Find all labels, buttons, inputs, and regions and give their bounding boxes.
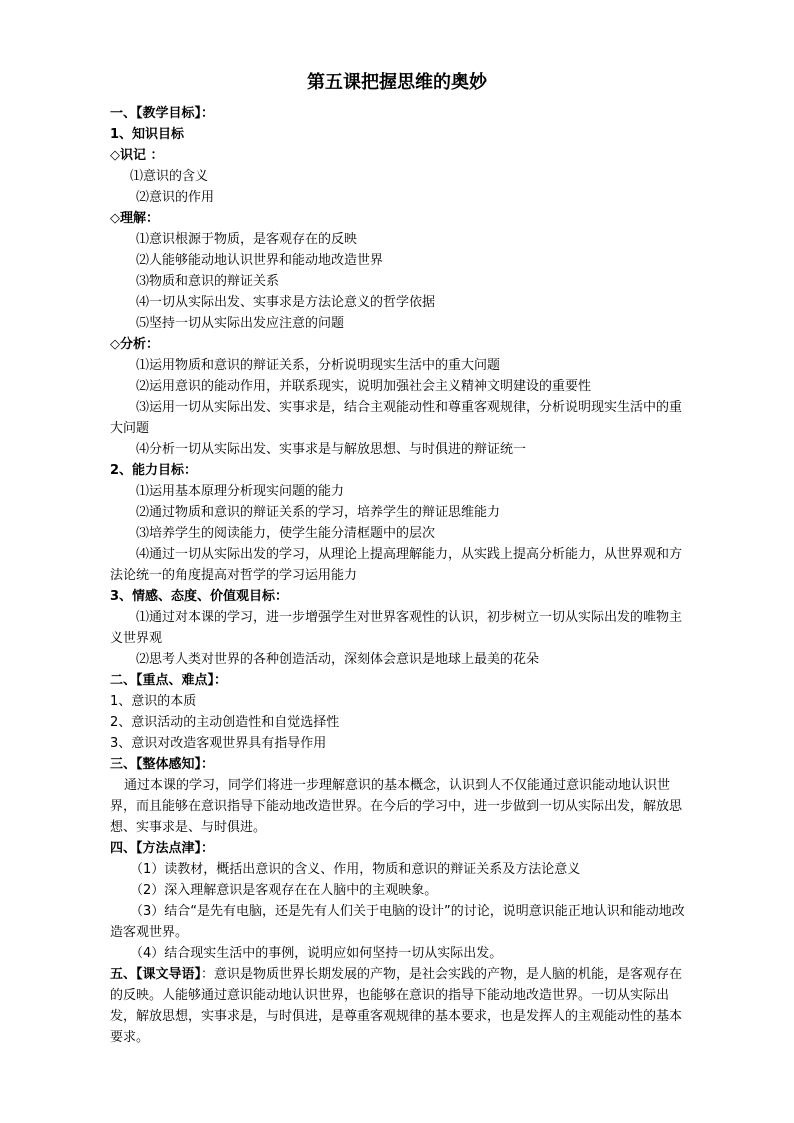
ability-objectives-heading: 2、能力目标：	[110, 463, 198, 478]
section-heading-key-points: 二、【重点、难点】：	[110, 673, 228, 688]
list-item: （3）结合“是先有电脑，还是先有人们关于电脑的设计”的讨论，说明意识能正地认识和能动地改造客观世界。	[110, 904, 685, 940]
list-item: ⑸坚持一切从实际出发应注意的问题	[136, 316, 345, 331]
intro-paragraph	[110, 964, 686, 1048]
list-item: （4）结合现实生活中的事例，说明应如何坚持一切从实际出发。	[130, 946, 503, 961]
list-item: 1、意识的本质	[110, 694, 197, 709]
list-item: ⑴运用基本原理分析现实问题的能力	[136, 484, 345, 499]
list-item: ⑴意识根源于物质，是客观存在的反映	[136, 232, 358, 247]
list-item: ⑵人能够能动地认识世界和能动地改造世界	[136, 253, 384, 268]
analyze-heading: ◇分析：	[110, 337, 159, 352]
list-item: ⑵运用意识的能动作用，并联系现实，说明加强社会主义精神文明建设的重要性	[136, 379, 592, 394]
understand-heading: ◇理解：	[110, 211, 159, 226]
list-item: ⑵意识的作用	[136, 190, 215, 205]
list-item: ⑴意识的含义	[130, 169, 209, 184]
list-item: （1）读教材，概括出意识的含义、作用，物质和意识的辩证关系及方法论意义	[130, 862, 581, 877]
list-item: ⑴运用物质和意识的辩证关系，分析说明现实生活中的重大问题	[136, 358, 501, 373]
list-item: ⑷一切从实际出发、实事求是方法论意义的哲学依据	[136, 295, 436, 310]
intro-text: ：意识是物质世界长期发展的产物，是社会实践的产物，是人脑的机能，是客观存在的反映。人能够通过意识能动地认识世界，也能够在意识的指导下能动地改造世界。一切从实际出发，解放思想，实事求是，与时俱进，是尊重客观规律的基本要求，也是发挥人的主观能动性的基本要求。	[110, 967, 683, 1045]
document-body	[110, 103, 686, 1048]
document-title: 第五课把握思维的奥妙	[307, 72, 487, 93]
section-heading-intro: 五、【课文导语】	[110, 967, 202, 982]
list-item: ⑶运用一切从实际出发、实事求是，结合主观能动性和尊重客观规律，分析说明现实生活中的重大问题	[110, 400, 683, 436]
list-item: ⑶培养学生的阅读能力，使学生能分清框题中的层次	[136, 526, 436, 541]
list-item: 3、意识对改造客观世界具有指导作用	[110, 736, 327, 751]
list-item: （2）深入理解意识是客观存在在人脑中的主观映象。	[130, 883, 438, 898]
section-heading-objectives: 一、【教学目标】：	[110, 106, 215, 121]
overview-paragraph: 通过本课的学习，同学们将进一步理解意识的基本概念，认识到人不仅能通过意识能动地认识世界，而且能够在意识指导下能动地改造世界。在今后的学习中，进一步做到一切从实际出发，解放思想、实事求是、与时俱进。	[110, 778, 683, 835]
emotion-objectives-heading: 3、情感、态度、价值观目标：	[110, 589, 289, 604]
list-item: ⑶物质和意识的辩证关系	[136, 274, 280, 289]
memorize-heading: ◇识记 ：	[110, 148, 164, 163]
section-heading-methods: 四、【方法点津】：	[110, 841, 215, 856]
list-item: 2、意识活动的主动创造性和自觉选择性	[110, 715, 340, 730]
knowledge-objectives-heading: 1、知识目标	[110, 127, 185, 142]
section-heading-overview: 三、【整体感知】：	[110, 757, 215, 772]
list-item: ⑷分析一切从实际出发、实事求是与解放思想、与时俱进的辩证统一	[136, 442, 527, 457]
list-item: ⑴通过对本课的学习，进一步增强学生对世界客观性的认识，初步树立一切从实际出发的唯物主义世界观	[110, 610, 683, 646]
list-item: ⑵思考人类对世界的各种创造活动，深刻体会意识是地球上最美的花朵	[136, 652, 540, 667]
list-item: ⑵通过物质和意识的辩证关系的学习，培养学生的辩证思维能力	[136, 505, 501, 520]
list-item: ⑷通过一切从实际出发的学习，从理论上提高理解能力，从实践上提高分析能力，从世界观和方法论统一的角度提高对哲学的学习运用能力	[110, 547, 683, 583]
